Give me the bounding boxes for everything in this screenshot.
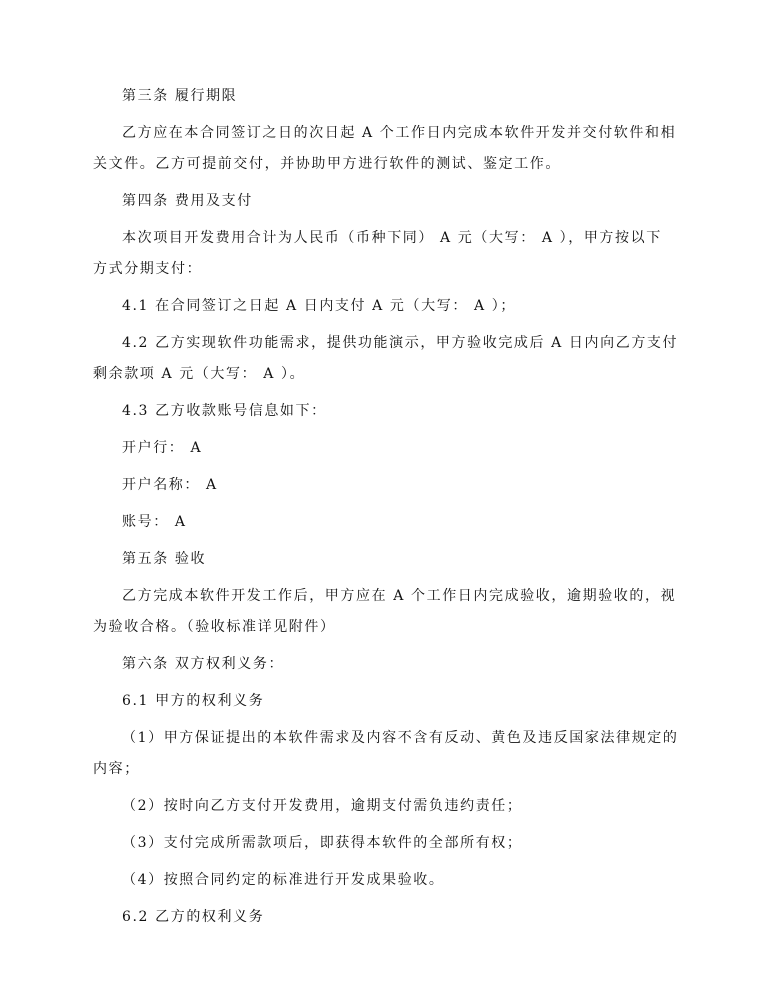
clause-6-1-item-1-line-2: 内容； [93,761,140,777]
clause-6-1-item-3: （3）支付完成所需款项后，即获得本软件的全部所有权； [122,835,523,851]
bank-name-line: 开户行： A [122,440,203,456]
article-5-paragraph-line-1: 乙方完成本软件开发工作后，甲方应在 A 个工作日内完成验收，逾期验收的，视 [122,588,677,604]
clause-6-1-heading: 6.1 甲方的权利义务 [122,693,265,709]
article-4-paragraph-line-2: 方式分期支付： [93,261,203,277]
article-4-heading: 第四条 费用及支付 [122,193,253,209]
account-number-line: 账号： A [122,514,187,530]
clause-4-1: 4.1 在合同签订之日起 A 日内支付 A 元（大写： A ）； [122,298,516,314]
clause-6-1-item-1-line-1: （1）甲方保证提出的本软件需求及内容不含有反动、黄色及违反国家法律规定的 [122,730,679,746]
clause-6-1-item-2: （2）按时向乙方支付开发费用，逾期支付需负违约责任； [122,798,523,814]
clause-4-2-line-1: 4.2 乙方实现软件功能需求，提供功能演示，甲方验收完成后 A 日内向乙方支付 [122,335,679,351]
clause-6-2-heading: 6.2 乙方的权利义务 [122,909,265,925]
article-4-paragraph-line-1: 本次项目开发费用合计为人民币（币种下同） A 元（大写： A ），甲方按以下 [122,230,662,246]
article-3-paragraph-line-1: 乙方应在本合同签订之日的次日起 A 个工作日内完成本软件开发并交付软件和相 [122,125,677,141]
article-6-heading: 第六条 双方权利义务： [122,656,285,672]
article-3-heading: 第三条 履行期限 [122,88,238,104]
clause-4-3: 4.3 乙方收款账号信息如下： [122,403,327,419]
article-5-heading: 第五条 验收 [122,551,207,567]
article-5-paragraph-line-2: 为验收合格。（验收标准详见附件） [93,619,336,635]
clause-6-1-item-4: （4）按照合同约定的标准进行开发成果验收。 [122,872,445,888]
article-3-paragraph-line-2: 关文件。乙方可提前交付，并协助甲方进行软件的测试、鉴定工作。 [93,156,561,172]
clause-4-2-line-2: 剩余款项 A 元（大写： A ）。 [93,366,306,382]
account-name-line: 开户名称： A [122,477,218,493]
